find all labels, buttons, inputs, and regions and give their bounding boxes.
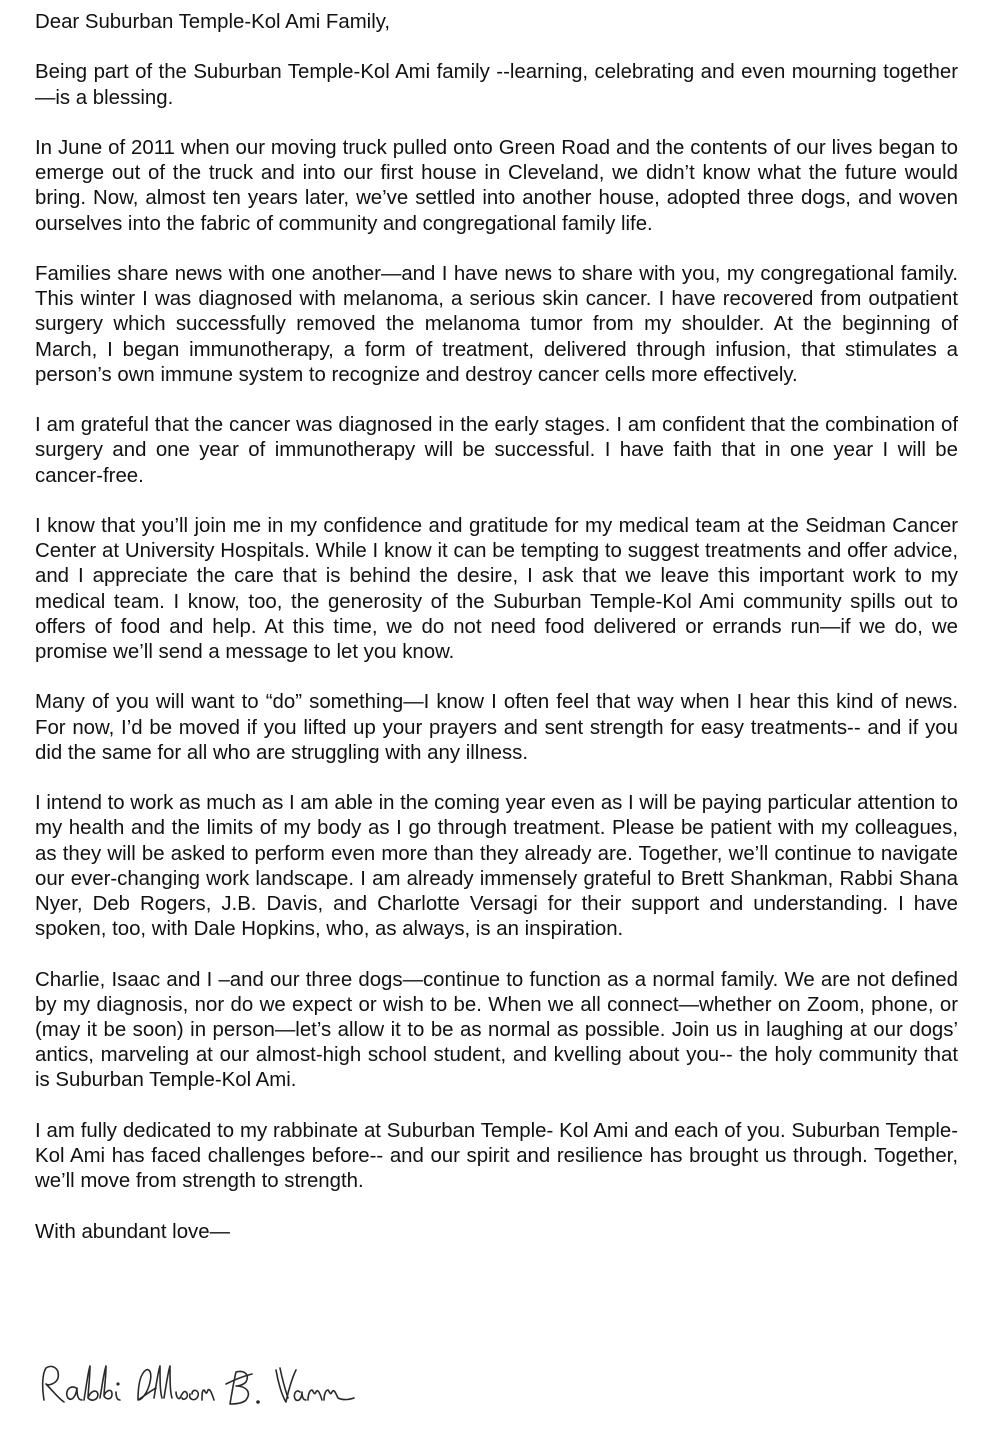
closing: With abundant love— — [35, 1220, 230, 1243]
handwritten-signature — [30, 1352, 360, 1432]
paragraph-intro: Being part of the Suburban Temple-Kol Ami family --learning, celebrating and even mourning together—is a blessing. — [35, 61, 958, 109]
paragraph-medical-team: I know that you’ll join me in my confidence and gratitude for my medical team at the Seidman Cancer Center at University Hospitals. While I know it can be tempting to suggest treatments and offer advice, and I appreciate the care that is behind the desire, I ask that we leave this important work to my medical team. I know, too, the generosity of the Suburban Temple-Kol Ami community spills out to offers of food and help. At this time, we do not need food delivered or errands run—if we do, we promise we’ll send a message to let you know. — [35, 514, 958, 663]
paragraph-diagnosis: Families share news with one another—and I have news to share with you, my congregational family. This winter I was diagnosed with melanoma, a serious skin cancer. I have recovered from outpatient surgery which successfully removed the melanoma tumor from my shoulder. At the beginning of March, I began immunotherapy, a form of treatment, delivered through infusion, that stimulates a person’s own immune system to recognize and destroy cancer cells more effectively. — [35, 262, 958, 386]
salutation: Dear Suburban Temple-Kol Ami Family, — [35, 11, 391, 33]
paragraph-prayers: Many of you will want to “do” something—I know I often feel that way when I hear this kind of news. For now, I’d be moved if you lifted up your prayers and sent strength for easy treatments-- and if you did the same for all who are struggling with any illness. — [35, 691, 958, 764]
paragraph-dedication: I am fully dedicated to my rabbinate at Suburban Temple- Kol Ami and each of you. Suburban Temple-Kol Ami has faced challenges before-- and our spirit and resilience has brought us through. Together, we’ll move from strength to strength. — [35, 1119, 958, 1193]
paragraph-moving: In June of 2011 when our moving truck pulled onto Green Road and the contents of our lives began to emerge out of the truck and into our first house in Cleveland, we didn’t know what the future would bring. Now, almost ten years later, we’ve settled into another house, adopted three dogs, and woven ourselves into the fabric of community and congregational family life. — [35, 136, 958, 235]
paragraph-family: Charlie, Isaac and I –and our three dogs—continue to function as a normal family. We are not defined by my diagnosis, nor do we expect or wish to be. When we all connect—whether on Zoom, phone, or (may it be soon) in person—let’s allow it to be as normal as possible. Join us in laughing at our dogs’ antics, marveling at our almost-high school student, and kvelling about you-- the holy community that is Suburban Temple-Kol Ami. — [35, 968, 958, 1092]
paragraph-prognosis: I am grateful that the cancer was diagnosed in the early stages. I am confident that the combination of surgery and one year of immunotherapy will be successful. I have faith that in one year I will be cancer-free. — [35, 414, 958, 487]
letter-body — [35, 10, 958, 1270]
paragraph-work: I intend to work as much as I am able in the coming year even as I will be paying particular attention to my health and the limits of my body as I go through treatment. Please be patient with my colleagues, as they will be asked to perform even more than they already are. Together, we’ll continue to navigate our ever-changing work landscape. I am already immensely grateful to Brett Shankman, Rabbi Shana Nyer, Deb Rogers, J.B. Davis, and Charlotte Versagi for their support and understanding. I have spoken, too, with Dale Hopkins, who, as always, is an inspiration. — [35, 792, 958, 941]
